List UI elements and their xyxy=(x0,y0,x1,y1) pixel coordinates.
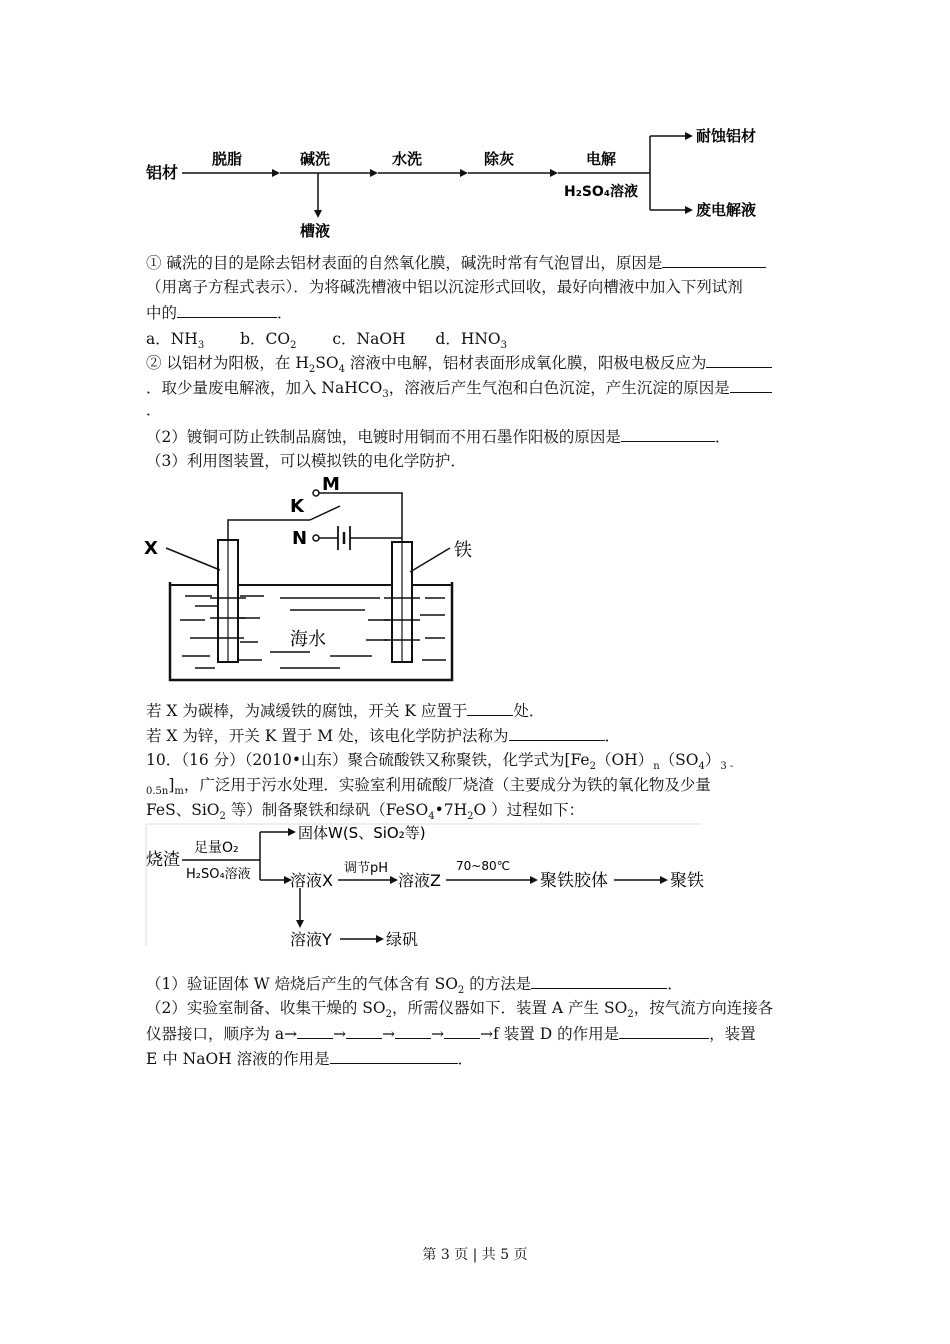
label-n: N xyxy=(292,528,308,549)
option-c: c．NaOH xyxy=(332,330,406,348)
flow2-solution-x: 溶液X xyxy=(290,871,333,890)
answer-blank[interactable] xyxy=(177,302,277,318)
q1-line-2: （用离子方程式表示）．为将碱洗槽液中铝以沉淀形式回收，最好向槽液中加入下列试剂 xyxy=(146,278,743,296)
q3-line: （3）利用图装置，可以模拟铁的电化学防护． xyxy=(146,452,466,470)
answer-blank[interactable] xyxy=(346,1023,382,1039)
option-a: a．$NH_3$ xyxy=(146,330,205,352)
flow2-adjust-ph: 调节pH xyxy=(344,861,389,876)
option-d: d．$HNO_3$ xyxy=(435,330,508,352)
p10-q2-line-2: 仪器接口，顺序为 a→ → → → →f 装置 D 的作用是 ，装置 xyxy=(146,1025,756,1043)
flow2-reagent-bottom: H₂SO₄溶液 xyxy=(186,867,251,882)
label-k: K xyxy=(290,496,304,517)
flow1-step-3: 水洗 xyxy=(392,150,423,168)
answer-blank[interactable] xyxy=(297,1023,333,1039)
flow2-solution-y: 溶液Y xyxy=(290,930,332,949)
switch-k xyxy=(310,506,340,520)
flow1-electrolyte: H₂SO₄溶液 xyxy=(564,184,638,200)
label-x: X xyxy=(144,538,158,559)
answer-blank[interactable] xyxy=(467,700,513,716)
battery-symbol xyxy=(338,526,350,550)
polyferric-process-flow xyxy=(140,822,710,957)
option-b: b．$CO_2$ xyxy=(240,330,297,352)
answer-blank[interactable] xyxy=(730,377,772,393)
flow1-step-1: 脱脂 xyxy=(212,150,243,168)
q1-line-5: ② 以铝材为阳极，在 $H_2SO_4$ 溶液中电解，铝材表面形成氧化膜，阳极电极反应为 xyxy=(146,352,772,380)
q3a-line: 若 X 为碳棒，为减缓铁的腐蚀，开关 K 应置于 处． xyxy=(146,702,545,720)
flow2-colloid: 聚铁胶体 xyxy=(540,871,608,891)
q1-line-6: ．取少量废电解液，加入 NaHCO$_3$，溶液后产生气泡和白色沉淀，产生沉淀的原因是 xyxy=(146,377,772,405)
label-m: M xyxy=(322,474,340,495)
p10-line-1: 10．（16 分）（2010•山东）聚合硫酸铁又称聚铁，化学式为[$Fe_2(OH)_n(SO_4)_{3 -}$ xyxy=(146,751,734,773)
answer-blank[interactable] xyxy=(662,252,766,268)
answer-blank[interactable] xyxy=(395,1023,431,1039)
flow2-solid-w: 固体W(S、SiO₂等) xyxy=(298,824,426,842)
flow1-tank-liquid: 槽液 xyxy=(300,222,331,240)
flow2-start: 烧渣 xyxy=(146,850,180,870)
flow2-green-vitriol: 绿矾 xyxy=(386,930,419,949)
q1-line-1: ① 碱洗的目的是除去铝材表面的自然氧化膜，碱洗时常有气泡冒出，原因是 xyxy=(146,252,766,273)
p10-line-2: $_{0.5n}]_m$，广泛用于污水处理．实验室利用硫酸厂烧渣（主要成分为铁的氧化物及少量 xyxy=(146,776,711,798)
p10-line-3: FeS、SiO$_2$ 等）制备聚铁和绿矾（$FeSO_4•7H_2O$ ）过程如下： xyxy=(146,801,585,823)
answer-blank[interactable] xyxy=(444,1023,480,1039)
q3b-line: 若 X 为锌，开关 K 置于 M 处，该电化学防护法称为 ． xyxy=(146,727,621,745)
page-footer: 第 3 页 | 共 5 页 xyxy=(422,1247,528,1263)
p10-q2-line-3: E 中 NaOH 溶液的作用是 ． xyxy=(146,1050,474,1068)
label-iron: 铁 xyxy=(454,540,472,561)
aluminum-process-flow xyxy=(140,118,800,243)
answer-blank[interactable] xyxy=(531,973,667,989)
flow1-output-2: 废电解液 xyxy=(696,201,757,219)
flow1-step-2: 碱洗 xyxy=(300,150,331,168)
answer-blank[interactable] xyxy=(509,725,605,741)
answer-blank[interactable] xyxy=(330,1048,458,1064)
label-seawater: 海水 xyxy=(290,629,326,650)
q1-line-7: ． xyxy=(146,401,162,419)
p10-q1-line: （1）验证固体 W 焙烧后产生的气体含有 $SO_2$ 的方法是 ． xyxy=(146,975,683,997)
answer-blank[interactable] xyxy=(706,352,772,368)
answer-blank[interactable] xyxy=(621,426,715,442)
answer-blank[interactable] xyxy=(619,1023,709,1039)
flow2-temperature: 70~80℃ xyxy=(456,859,511,873)
flow1-output-1: 耐蚀铝材 xyxy=(696,127,757,145)
p10-q2-line-1: （2）实验室制备、收集干燥的 $SO_2$，所需仪器如下．装置 A 产生 $SO_2$，按气流方向连接各 xyxy=(146,999,774,1021)
flow1-step-5: 电解 xyxy=(586,150,617,168)
flow2-reagent-top: 足量O₂ xyxy=(194,840,239,856)
flow2-solution-z: 溶液Z xyxy=(398,871,441,890)
electrochemical-cell-diagram xyxy=(140,470,500,695)
q1-line-3: 中的 ． xyxy=(146,304,293,322)
q2-line: （2）镀铜可防止铁制品腐蚀，电镀时用铜而不用石墨作阳极的原因是 ． xyxy=(146,428,731,446)
flow1-start: 铝材 xyxy=(146,163,179,182)
flow2-product: 聚铁 xyxy=(670,871,704,891)
flow1-step-4: 除灰 xyxy=(484,150,515,168)
